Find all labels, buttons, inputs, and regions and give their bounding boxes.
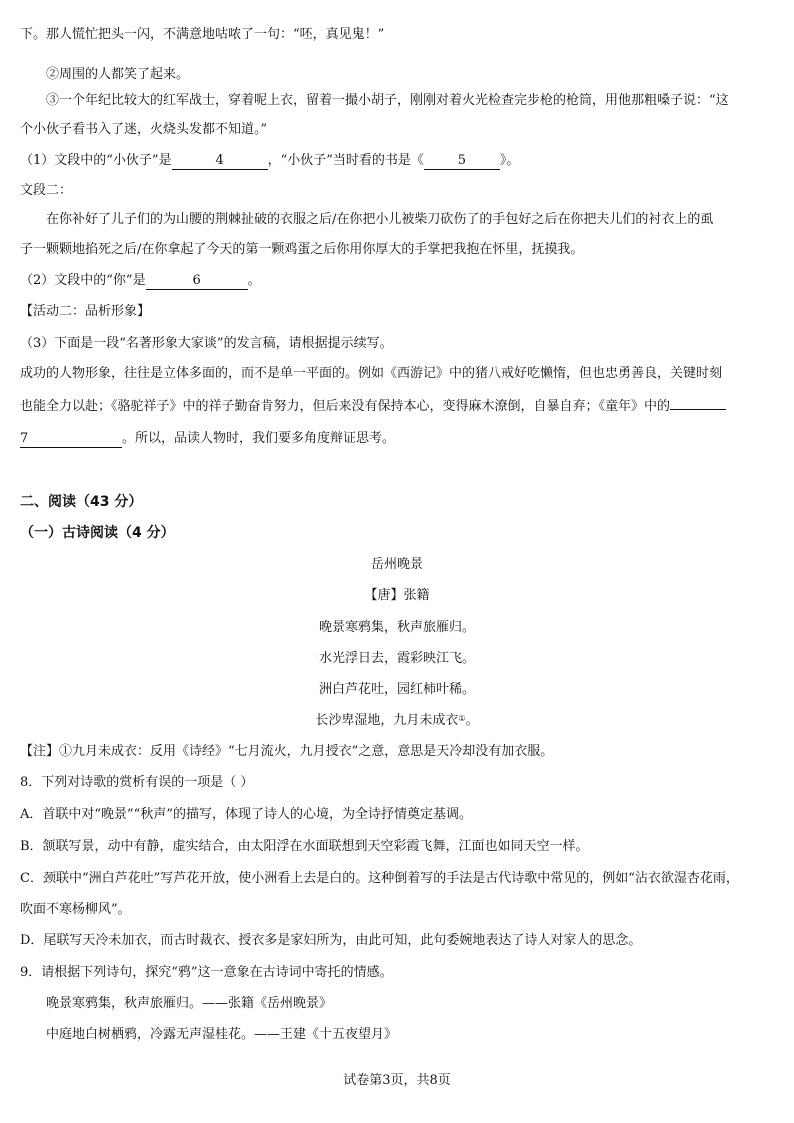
page-footer: 试卷第3页，共8页 — [343, 1073, 451, 1088]
passage1-para3: ③一个年纪比较大的红军战士，穿着呢上衣，留着一撮小胡子，刚刚对着火光检查完步枪的枪筒，用他那粗嗓子说：“这 — [46, 93, 729, 108]
passage2-line: 子一颗颗地掐死之后/在你拿起了今天的第一颗鸡蛋之后你用你厚大的手掌把我抱在怀里，抚摸我。 — [20, 242, 584, 257]
question-2-text: 。 — [247, 273, 261, 288]
question-9-quote: 中庭地白树栖鸦，冷露无声湿桂花。——王建《十五夜望月》 — [46, 1027, 398, 1042]
question-3: （3）下面是一段“名著形象大家谈”的发言稿，请根据提示续写。 — [20, 336, 393, 351]
passage2-line: 在你补好了儿子们的为山腰的荆棘扯破的衣服之后/在你把小儿被柴刀砍伤了的手包好之后在你把夫儿们的衬衣上的虱 — [46, 212, 714, 227]
question-3-text: 成功的人物形象，往往是立体多面的，而不是单一平面的。例如《西游记》中的猪八戒好吃懒惰，但也忠勇善良，关键时刻 — [20, 366, 723, 381]
poem-note: 【注】①九月未成衣：反用《诗经》“七月流火，九月授衣”之意，意思是天冷却没有加衣服。 — [20, 744, 554, 759]
question-1-text: 》。 — [499, 153, 520, 168]
option-a[interactable]: A．首联中对“晚景”“秋声”的描写，体现了诗人的心境，为全诗抒情奠定基调。 — [20, 807, 472, 822]
option-c-cont[interactable]: 吹面不寒杨柳风”。 — [20, 902, 131, 917]
option-d[interactable]: D．尾联写天冷未加衣，而古时裁衣、授衣多是家妇所为，由此可知，此句委婉地表达了诗人对家人的思念。 — [20, 933, 642, 948]
answer-blank-6[interactable]: 6 — [146, 272, 248, 290]
passage2-heading: 文段二： — [20, 183, 73, 198]
question-2-text: （2）文段中的“你”是 — [20, 273, 146, 288]
question-9: 9．请根据下列诗句，探究“鸦”这一意象在古诗词中寄托的情感。 — [20, 965, 393, 980]
poem-line: 洲白芦花吐，园红柿叶稀。 — [318, 682, 475, 697]
poem-line-text: 长沙卑湿地，九月未成衣 — [315, 713, 459, 728]
poem-line: 晚景寒鸦集，秋声旅雁归。 — [318, 620, 475, 635]
poem-author: 【唐】张籍 — [364, 588, 430, 603]
question-3-text — [20, 429, 794, 449]
option-c[interactable]: C．颈联中“洲白芦花吐”写芦花开放，使小洲看上去是白的。这种倒着写的手法是古代诗歌中常见的，例如“沾衣欲湿杏花雨， — [20, 871, 739, 886]
question-1-text: （1）文段中的“小伙子”是 — [20, 153, 172, 168]
poem-line: 水光浮日去，霞彩映江飞。 — [318, 651, 475, 666]
question-9-quote: 晚景寒鸦集，秋声旅雁归。——张籍《岳州晚景》 — [46, 996, 333, 1011]
section-2-heading: 二、阅读（43 分） — [20, 494, 143, 510]
poem-title: 岳州晚景 — [370, 557, 423, 572]
question-3-text — [20, 397, 794, 417]
passage1-para3-cont: 个小伙子看书入了迷，火烧头发都不知道。” — [20, 122, 268, 137]
question-8: 8．下列对诗歌的赏析有误的一项是（ ） — [20, 775, 254, 790]
question-3-text: 也能全力以赴；《骆驼祥子》中的祥子勤奋肯努力，但后来没有保持本心，变得麻木潦倒，自暴自弃；《童年》中的 — [20, 399, 671, 414]
option-b[interactable]: B．颔联写景，动中有静，虚实结合，由太阳浮在水面联想到天空彩霞飞舞，江面也如同天空一样。 — [20, 839, 589, 854]
footnote-marker: ① — [458, 714, 466, 723]
activity-2-heading: 【活动二：品析形象】 — [20, 304, 151, 319]
question-1-text: ，“小伙子”当时看的书是《 — [267, 153, 424, 168]
answer-blank-5[interactable]: 5 — [424, 152, 500, 170]
question-2 — [20, 271, 794, 291]
poem-line — [0, 711, 794, 731]
answer-blank-4[interactable]: 4 — [172, 152, 268, 170]
answer-blank-7[interactable]: 7 — [20, 430, 122, 448]
passage1-line: 下。那人慌忙把头一闪，不满意地咕哝了一句：“呸，真见鬼！” — [20, 27, 385, 42]
question-3-text: 。所以，品读人物时，我们要多角度辩证思考。 — [122, 431, 396, 446]
passage1-para2: ②周围的人都笑了起来。 — [46, 67, 190, 82]
question-1 — [20, 151, 794, 171]
section-2-1-heading: （一）古诗阅读（4 分） — [20, 525, 175, 541]
answer-blank-7-lead[interactable] — [670, 409, 726, 410]
poem-line-text: 。 — [465, 713, 479, 728]
